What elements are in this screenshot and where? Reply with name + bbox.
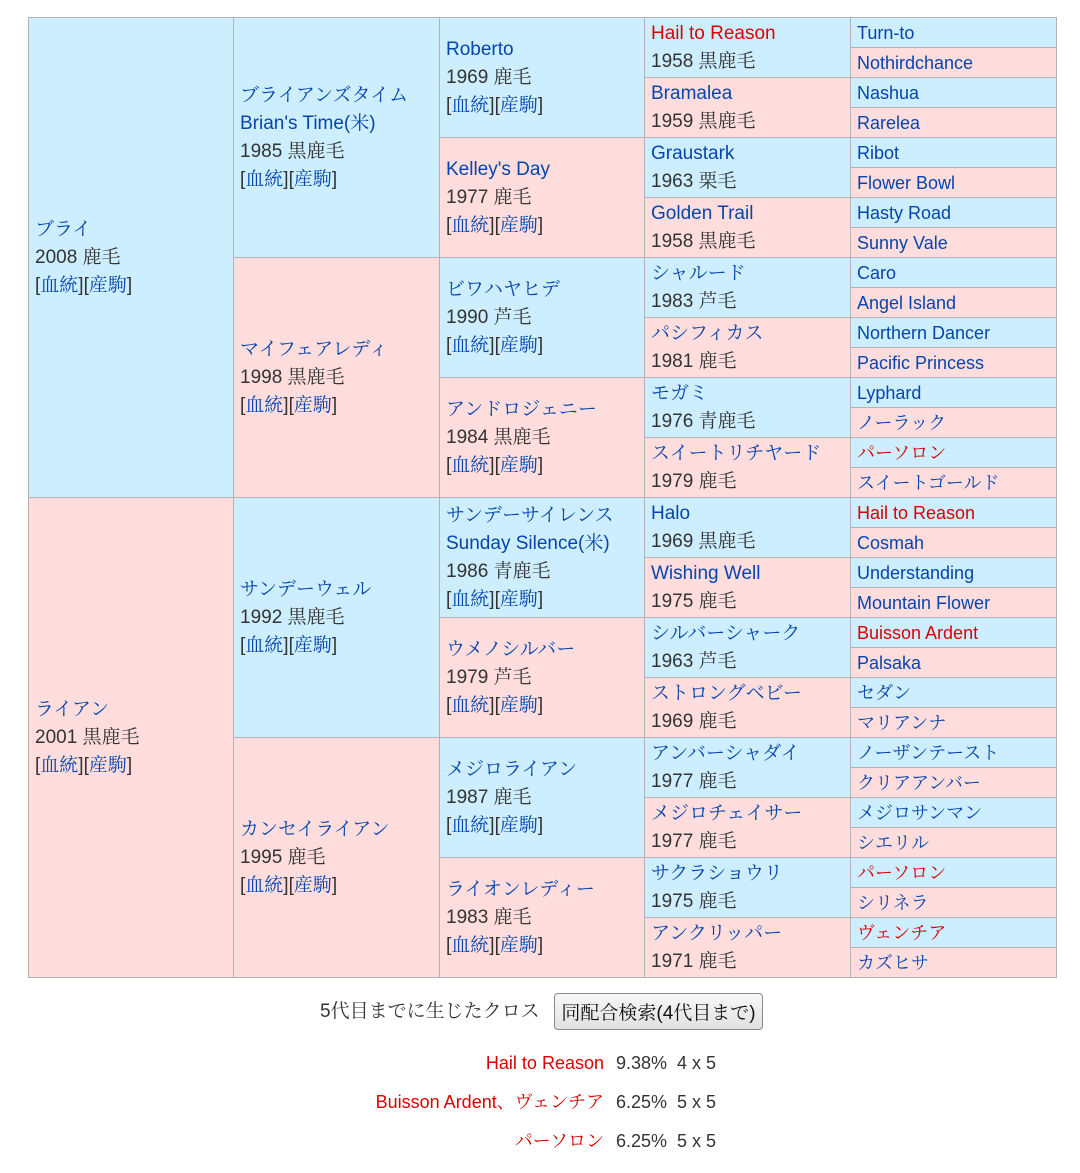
horse-links: [血統][産駒] <box>446 334 544 356</box>
pedigree-cell-gen4 <box>645 858 851 918</box>
offspring-link[interactable]: 産駒 <box>293 168 332 190</box>
horse-links: [血統][産駒] <box>35 754 133 776</box>
horse-name-link[interactable]: Palsaka <box>857 652 922 673</box>
horse-year-color: 1979 鹿毛 <box>651 470 737 492</box>
horse-name-link[interactable]: カンセイライアン <box>240 818 390 840</box>
horse-name-link[interactable]: スイートリチヤード <box>651 442 822 464</box>
horse-year-color: 1977 鹿毛 <box>651 770 737 792</box>
pedigree-cell-gen5 <box>851 858 1057 888</box>
pedigree-cell-gen5 <box>851 948 1057 978</box>
horse-name-link[interactable]: ストロングベビー <box>651 682 802 704</box>
horse-name-link[interactable]: Hasty Road <box>857 202 952 223</box>
offspring-link[interactable]: 産駒 <box>499 588 538 610</box>
pedigree-cell-gen5 <box>851 138 1057 168</box>
horse-name-link[interactable]: Nothirdchance <box>857 52 974 73</box>
horse-name-link[interactable]: パシフィカス <box>651 322 764 344</box>
pedigree-cell-gen5 <box>851 618 1057 648</box>
pedigree-cell-gen3 <box>440 258 645 378</box>
cross-generations: 5 x 5 <box>677 1092 717 1112</box>
pedigree-cell-gen5 <box>851 348 1057 378</box>
pedigree-cell-gen4 <box>645 78 851 138</box>
horse-name-link[interactable]: Golden Trail <box>651 202 754 224</box>
offspring-link[interactable]: 産駒 <box>499 934 538 956</box>
cross-row <box>0 1087 1080 1117</box>
horse-name-link[interactable]: Understanding <box>857 562 975 583</box>
cross-percentage: 9.38% <box>616 1053 668 1073</box>
horse-name-link[interactable]: アンバーシャダイ <box>651 742 800 764</box>
cross-section-title: 5代目までに生じたクロス <box>320 1001 540 1022</box>
horse-name-link[interactable]: ウメノシルバー <box>446 638 576 660</box>
horse-year-color: 1979 芦毛 <box>446 666 532 688</box>
horse-name-link[interactable]: Ribot <box>857 142 900 163</box>
same-breeding-search-button[interactable]: 同配合検索(4代目まで) <box>554 993 763 1030</box>
bloodline-link[interactable]: 血統 <box>245 394 284 416</box>
horse-name-link[interactable]: ライオンレディー <box>446 878 595 900</box>
horse-year-color: 1958 黒鹿毛 <box>651 230 756 252</box>
horse-year-color: 1975 鹿毛 <box>651 890 737 912</box>
pedigree-cell-gen3 <box>440 858 645 978</box>
horse-name-link[interactable]: Turn-to <box>857 22 915 43</box>
horse-name-link[interactable]: ノーラック <box>857 412 947 433</box>
horse-name-link[interactable]: メジロチェイサー <box>651 802 803 824</box>
pedigree-cell-gen5 <box>851 288 1057 318</box>
bloodline-link[interactable]: 血統 <box>451 94 490 116</box>
horse-links: [血統][産駒] <box>446 934 544 956</box>
horse-year-color: 1985 黒鹿毛 <box>240 140 345 162</box>
pedigree-cell-gen5 <box>851 168 1057 198</box>
horse-name-link[interactable]: メジロライアン <box>446 758 578 780</box>
pedigree-cell-gen2 <box>234 738 440 978</box>
horse-links: [血統][産駒] <box>446 814 544 836</box>
horse-name-link[interactable]: Bramalea <box>651 82 733 104</box>
horse-name-link[interactable]: Nashua <box>857 82 920 103</box>
horse-year-color: 1977 鹿毛 <box>446 186 532 208</box>
horse-year-color: 1983 鹿毛 <box>446 906 532 928</box>
horse-name-link[interactable]: サンデーサイレンス <box>446 504 614 526</box>
horse-name-link[interactable]: ブライ <box>35 218 92 240</box>
offspring-link[interactable]: 産駒 <box>499 334 538 356</box>
pedigree-cell-gen3 <box>440 18 645 138</box>
horse-links: [血統][産駒] <box>240 874 338 896</box>
horse-name-link[interactable]: シャルード <box>651 262 746 284</box>
pedigree-cell-gen5 <box>851 648 1057 678</box>
horse-year-color: 1959 黒鹿毛 <box>651 110 756 132</box>
pedigree-cell-gen5 <box>851 228 1057 258</box>
horse-year-color: 1986 青鹿毛 <box>446 560 551 582</box>
horse-year-color: 1990 芦毛 <box>446 306 532 328</box>
horse-year-color: 1998 黒鹿毛 <box>240 366 345 388</box>
horse-name-link[interactable]: Hail to Reason <box>651 22 776 44</box>
offspring-link[interactable]: 産駒 <box>293 394 332 416</box>
horse-name-link[interactable]: Angel Island <box>857 292 957 313</box>
pedigree-cell-gen5 <box>851 108 1057 138</box>
pedigree-cell-gen2 <box>234 258 440 498</box>
horse-links: [血統][産駒] <box>240 168 338 190</box>
horse-name-link[interactable]: Rarelea <box>857 112 921 133</box>
horse-name-link[interactable]: ノーザンテースト <box>857 742 1000 763</box>
horse-links: [血統][産駒] <box>446 588 544 610</box>
offspring-link[interactable]: 産駒 <box>499 214 538 236</box>
pedigree-cell-gen3 <box>440 618 645 738</box>
pedigree-cell-gen5 <box>851 708 1057 738</box>
horse-name-link[interactable]: アンドロジェニー <box>446 398 597 420</box>
pedigree-cell-gen1 <box>29 18 234 498</box>
cross-generations: 4 x 5 <box>677 1053 717 1073</box>
pedigree-cell-gen4 <box>645 678 851 738</box>
horse-year-color: 1977 鹿毛 <box>651 830 737 852</box>
horse-year-color: 1963 芦毛 <box>651 650 737 672</box>
pedigree-cell-gen4 <box>645 558 851 618</box>
pedigree-cell-gen5 <box>851 558 1057 588</box>
horse-name-link[interactable]: Sunny Vale <box>857 232 948 253</box>
offspring-link[interactable]: 産駒 <box>293 874 332 896</box>
horse-name-link[interactable]: Flower Bowl <box>857 172 956 193</box>
bloodline-link[interactable]: 血統 <box>40 754 79 776</box>
pedigree-cell-gen4 <box>645 138 851 198</box>
cross-horse-name[interactable]: Hail to Reason <box>485 1053 604 1073</box>
horse-name-link[interactable]: シリネラ <box>857 892 929 913</box>
pedigree-cell-gen5 <box>851 798 1057 828</box>
bloodline-link[interactable]: 血統 <box>451 934 490 956</box>
horse-alt-name-link[interactable]: Brian's Time(米) <box>240 112 376 134</box>
horse-year-color: 1971 鹿毛 <box>651 950 737 972</box>
horse-year-color: 2008 鹿毛 <box>35 246 121 268</box>
pedigree-cell-gen4 <box>645 198 851 258</box>
horse-name-link[interactable]: Northern Dancer <box>857 322 991 343</box>
pedigree-cell-gen4 <box>645 618 851 678</box>
horse-year-color: 1969 黒鹿毛 <box>651 530 756 552</box>
pedigree-cell-gen4 <box>645 18 851 78</box>
pedigree-cell-gen5 <box>851 888 1057 918</box>
horse-year-color: 1987 鹿毛 <box>446 786 532 808</box>
pedigree-cell-gen5 <box>851 738 1057 768</box>
pedigree-cell-gen4 <box>645 498 851 558</box>
horse-alt-name-link[interactable]: Sunday Silence(米) <box>446 532 610 554</box>
pedigree-cell-gen5 <box>851 828 1057 858</box>
bloodline-link[interactable]: 血統 <box>245 634 284 656</box>
pedigree-cell-gen5 <box>851 198 1057 228</box>
horse-links: [血統][産駒] <box>446 94 544 116</box>
bloodline-link[interactable]: 血統 <box>451 588 490 610</box>
pedigree-cell-gen5 <box>851 468 1057 498</box>
pedigree-cell-gen5 <box>851 678 1057 708</box>
pedigree-cell-gen5 <box>851 918 1057 948</box>
pedigree-cell-gen3 <box>440 378 645 498</box>
horse-name-link[interactable]: Roberto <box>446 38 514 60</box>
horse-name-link[interactable]: アンクリッパー <box>651 922 783 944</box>
horse-name-link[interactable]: シエリル <box>857 832 929 853</box>
offspring-link[interactable]: 産駒 <box>88 754 127 776</box>
offspring-link[interactable]: 産駒 <box>499 94 538 116</box>
cross-horse-name[interactable]: パーソロン <box>514 1131 604 1151</box>
offspring-link[interactable]: 産駒 <box>499 814 538 836</box>
horse-name-link[interactable]: セダン <box>857 682 912 703</box>
bloodline-link[interactable]: 血統 <box>451 214 490 236</box>
bloodline-link[interactable]: 血統 <box>451 694 490 716</box>
horse-name-link[interactable]: メジロサンマン <box>857 802 983 823</box>
horse-name-link[interactable]: スイートゴールド <box>857 472 1000 493</box>
pedigree-cell-gen1 <box>29 498 234 978</box>
horse-name-link[interactable]: ブライアンズタイム <box>240 84 409 106</box>
offspring-link[interactable]: 産駒 <box>499 694 538 716</box>
pedigree-cell-gen4 <box>645 798 851 858</box>
pedigree-cell-gen3 <box>440 738 645 858</box>
horse-name-link[interactable]: マリアンナ <box>857 712 947 733</box>
horse-name-link[interactable]: モガミ <box>651 382 709 404</box>
horse-year-color: 1984 黒鹿毛 <box>446 426 551 448</box>
bloodline-link[interactable]: 血統 <box>451 334 490 356</box>
horse-name-link[interactable]: Caro <box>857 262 897 283</box>
bloodline-link[interactable]: 血統 <box>451 814 490 836</box>
horse-year-color: 1995 鹿毛 <box>240 846 326 868</box>
horse-links: [血統][産駒] <box>35 274 133 296</box>
bloodline-link[interactable]: 血統 <box>40 274 79 296</box>
horse-year-color: 1963 栗毛 <box>651 170 737 192</box>
pedigree-cell-gen4 <box>645 258 851 318</box>
bloodline-link[interactable]: 血統 <box>245 168 284 190</box>
horse-year-color: 1975 鹿毛 <box>651 590 737 612</box>
pedigree-cell-gen2 <box>234 498 440 738</box>
pedigree-cell-gen5 <box>851 78 1057 108</box>
horse-links: [血統][産駒] <box>446 454 544 476</box>
cross-percentage: 6.25% <box>616 1131 668 1151</box>
horse-name-link[interactable]: Mountain Flower <box>857 592 991 613</box>
horse-name-link[interactable]: サクラショウリ <box>651 862 783 884</box>
pedigree-cell-gen4 <box>645 378 851 438</box>
pedigree-cell-gen5 <box>851 768 1057 798</box>
horse-year-color: 1983 芦毛 <box>651 290 737 312</box>
bloodline-link[interactable]: 血統 <box>245 874 284 896</box>
horse-year-color: 1976 青鹿毛 <box>651 410 756 432</box>
pedigree-cell-gen4 <box>645 438 851 498</box>
offspring-link[interactable]: 産駒 <box>293 634 332 656</box>
offspring-link[interactable]: 産駒 <box>499 454 538 476</box>
pedigree-cell-gen3 <box>440 138 645 258</box>
offspring-link[interactable]: 産駒 <box>88 274 127 296</box>
cross-generations: 5 x 5 <box>677 1131 717 1151</box>
horse-name-link[interactable]: カズヒサ <box>857 952 929 973</box>
pedigree-cell-gen5 <box>851 498 1057 528</box>
pedigree-cell-gen5 <box>851 408 1057 438</box>
pedigree-cell-gen2 <box>234 18 440 258</box>
horse-links: [血統][産駒] <box>446 214 544 236</box>
cross-percentage: 6.25% <box>616 1092 668 1112</box>
horse-name-link[interactable]: サンデーウェル <box>240 578 372 600</box>
cross-horse-name[interactable]: Buisson Ardent、ヴェンチア <box>375 1092 604 1112</box>
horse-links: [血統][産駒] <box>240 394 338 416</box>
horse-name-link[interactable]: Graustark <box>651 142 735 164</box>
pedigree-cell-gen5 <box>851 258 1057 288</box>
horse-links: [血統][産駒] <box>446 694 544 716</box>
horse-links: [血統][産駒] <box>240 634 338 656</box>
horse-year-color: 1969 鹿毛 <box>446 66 532 88</box>
horse-name-link[interactable]: クリアアンバー <box>857 772 982 793</box>
pedigree-cell-gen4 <box>645 918 851 978</box>
horse-year-color: 1992 黒鹿毛 <box>240 606 345 628</box>
pedigree-cell-gen5 <box>851 318 1057 348</box>
cross-row <box>0 1126 1080 1156</box>
pedigree-table <box>28 17 1057 978</box>
bloodline-link[interactable]: 血統 <box>451 454 490 476</box>
cross-row <box>0 1048 1080 1078</box>
horse-name-link[interactable]: Buisson Ardent <box>857 622 979 643</box>
pedigree-cell-gen4 <box>645 318 851 378</box>
horse-name-link[interactable]: シルバーシャーク <box>651 622 801 644</box>
horse-name-link[interactable]: パーソロン <box>857 442 947 463</box>
pedigree-cell-gen5 <box>851 378 1057 408</box>
horse-name-link[interactable]: マイフェアレディ <box>240 338 388 360</box>
horse-name-link[interactable]: Halo <box>651 502 691 524</box>
horse-year-color: 1981 鹿毛 <box>651 350 737 372</box>
horse-year-color: 1969 鹿毛 <box>651 710 737 732</box>
horse-year-color: 1958 黒鹿毛 <box>651 50 756 72</box>
horse-name-link[interactable]: ライアン <box>35 698 110 720</box>
pedigree-cell-gen5 <box>851 48 1057 78</box>
horse-name-link[interactable]: Cosmah <box>857 532 925 553</box>
horse-name-link[interactable]: ヴェンチア <box>857 922 947 943</box>
pedigree-cell-gen5 <box>851 588 1057 618</box>
pedigree-cell-gen5 <box>851 18 1057 48</box>
pedigree-cell-gen5 <box>851 528 1057 558</box>
horse-name-link[interactable]: Pacific Princess <box>857 352 985 373</box>
horse-name-link[interactable]: Kelley's Day <box>446 158 550 180</box>
horse-name-link[interactable]: Hail to Reason <box>857 502 976 523</box>
pedigree-cell-gen3 <box>440 498 645 618</box>
horse-name-link[interactable]: Lyphard <box>857 382 922 403</box>
pedigree-cell-gen4 <box>645 738 851 798</box>
horse-name-link[interactable]: ビワハヤヒデ <box>446 278 561 300</box>
pedigree-cell-gen5 <box>851 438 1057 468</box>
horse-name-link[interactable]: パーソロン <box>857 862 947 883</box>
horse-name-link[interactable]: Wishing Well <box>651 562 761 584</box>
horse-year-color: 2001 黒鹿毛 <box>35 726 140 748</box>
